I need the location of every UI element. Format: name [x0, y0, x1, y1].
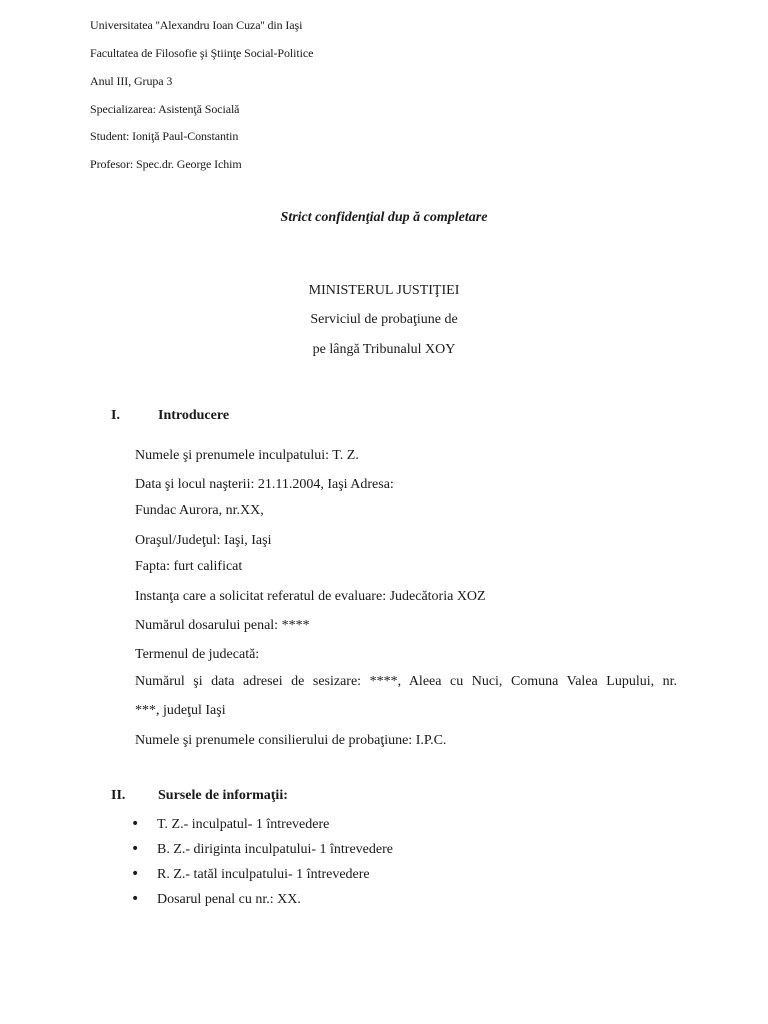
field-address: Fundac Aurora, nr.XX,	[135, 503, 264, 518]
section-1-number: I.	[111, 408, 120, 423]
confidential-notice: Strict confidenţial dup ă completare	[280, 210, 488, 225]
bullet-icon: •	[131, 891, 140, 907]
section-1-title: Introducere	[158, 408, 230, 423]
bullet-icon: •	[131, 841, 140, 857]
header-faculty: Facultatea de Filosofie şi Ştiinţe Social-Politice	[90, 46, 314, 60]
field-probation-officer: Numele şi prenumele consilierului de probaţiune: I.P.C.	[135, 733, 447, 748]
source-item: Dosarul penal cu nr.: XX.	[157, 892, 301, 907]
header-student: Student: Ioniţă Paul-Constantin	[90, 129, 239, 143]
field-birth-date-place: Data şi locul naşterii: 21.11.2004, Iaşi Adresa:	[135, 477, 394, 492]
field-trial-date: Termenul de judecată:	[135, 647, 260, 662]
source-item: R. Z.- tatăl inculpatului- 1 întrevedere	[157, 867, 370, 882]
field-offense: Fapta: furt calificat	[135, 559, 243, 574]
bullet-icon: •	[131, 866, 140, 882]
field-case-number: Numărul dosarului penal: ****	[135, 618, 310, 633]
field-city-county: Oraşul/Judeţul: Iaşi, Iaşi	[135, 533, 272, 548]
section-2-number: II.	[111, 788, 126, 803]
header-year-group: Anul III, Grupa 3	[90, 74, 173, 88]
ministry-title: MINISTERUL JUSTIŢIEI	[308, 283, 460, 298]
section-2-title: Sursele de informaţii:	[158, 788, 288, 803]
field-requesting-court: Instanţa care a solicitat referatul de evaluare: Judecătoria XOZ	[135, 589, 486, 604]
service-line-2: pe lângă Tribunalul XOY	[312, 342, 456, 357]
service-line-1: Serviciul de probaţiune de	[310, 312, 458, 327]
header-specialization: Specializarea: Asistenţă Socială	[90, 102, 240, 116]
source-item: B. Z.- diriginta inculpatului- 1 întrevedere	[157, 842, 393, 857]
header-professor: Profesor: Spec.dr. George Ichim	[90, 157, 242, 171]
header-university: Universitatea ''Alexandru Ioan Cuza'' din Iaşi	[90, 18, 303, 32]
field-referral-address-cont: ***, judeţul Iaşi	[135, 703, 226, 718]
bullet-icon: •	[131, 816, 140, 832]
source-item: T. Z.- inculpatul- 1 întrevedere	[157, 817, 330, 832]
field-defendant-name: Numele şi prenumele inculpatului: T. Z.	[135, 448, 359, 463]
field-referral-address: Numărul şi data adresei de sesizare: ****, Aleea cu Nuci, Comuna Valea Lupului, nr.	[135, 674, 677, 689]
